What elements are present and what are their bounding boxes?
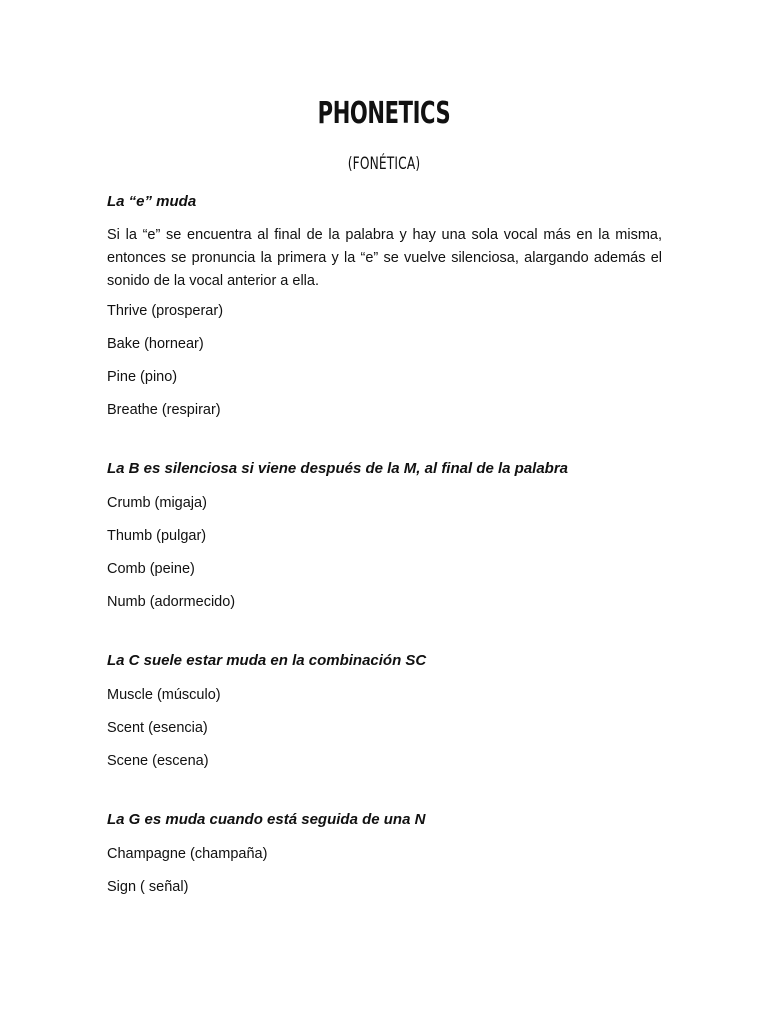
section-silent-e bbox=[107, 192, 662, 420]
section-heading: La C suele estar muda en la combinación SC bbox=[107, 652, 427, 669]
list-item: Crumb (migaja) bbox=[107, 495, 207, 511]
list-item: Thrive (prosperar) bbox=[107, 303, 224, 319]
page-title: PHONETICS bbox=[317, 96, 451, 131]
list-item: Sign ( señal) bbox=[107, 879, 189, 895]
list-item: Comb (peine) bbox=[107, 561, 195, 577]
list-item: Scent (esencia) bbox=[107, 720, 208, 736]
section-paragraph: Si la “e” se encuentra al final de la palabra y hay una sola vocal más en la misma, entonces se pronuncia la primera y la “e” se vuelve silenciosa, alargando además el sonido de la vocal anterior a ella. bbox=[107, 227, 662, 289]
list-item: Scene (escena) bbox=[107, 753, 209, 769]
list-item: Numb (adormecido) bbox=[107, 594, 236, 610]
section-silent-c bbox=[107, 651, 662, 771]
section-heading: La “e” muda bbox=[107, 193, 197, 210]
list-item: Pine (pino) bbox=[107, 369, 178, 385]
page-subtitle: (FONÉTICA) bbox=[347, 154, 421, 174]
list-item: Breathe (respirar) bbox=[107, 402, 221, 418]
section-silent-b bbox=[107, 459, 662, 612]
section-heading: La G es muda cuando está seguida de una N bbox=[107, 811, 426, 828]
list-item: Champagne (champaña) bbox=[107, 846, 268, 862]
list-item: Muscle (músculo) bbox=[107, 687, 221, 703]
section-silent-g bbox=[107, 810, 662, 897]
document-content bbox=[107, 192, 662, 936]
section-heading: La B es silenciosa si viene después de la M, al final de la palabra bbox=[107, 460, 569, 477]
list-item: Bake (hornear) bbox=[107, 336, 204, 352]
list-item: Thumb (pulgar) bbox=[107, 528, 207, 544]
